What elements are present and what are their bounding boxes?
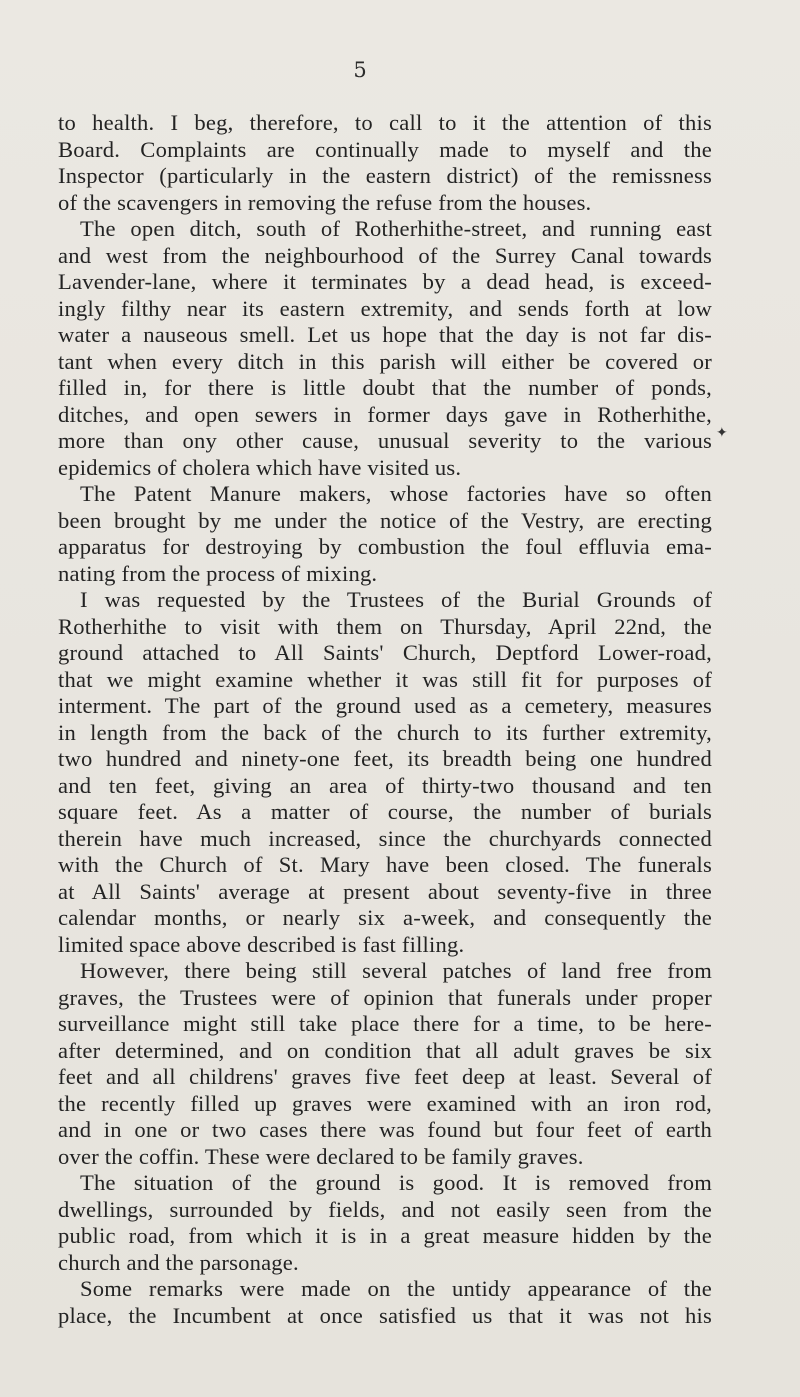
text-line: water a nauseous smell. Let us hope that the day is not far dis- bbox=[58, 322, 712, 347]
text-line: over the coffin. These were declared to be family graves. bbox=[58, 1143, 584, 1169]
text-line: and in one or two cases there was found but four feet of earth bbox=[58, 1117, 712, 1142]
text-line: limited space above described is fast filling. bbox=[58, 931, 465, 957]
text-line: Inspector (particularly in the eastern district) of the remissness bbox=[58, 163, 712, 188]
text-line: Rotherhithe to visit with them on Thursday, April 22nd, the bbox=[58, 613, 712, 639]
text-line: and west from the neighbourhood of the Surrey Canal towards bbox=[58, 242, 712, 268]
text-line: and ten feet, giving an area of thirty-two thousand and ten bbox=[58, 772, 712, 798]
text-line: that we might examine whether it was still fit for purposes of bbox=[58, 666, 712, 692]
text-line: The situation of the ground is good. It is removed from bbox=[80, 1170, 712, 1195]
text-line: feet and all childrens' graves five feet deep at least. Several of bbox=[58, 1064, 712, 1089]
text-line: ingly filthy near its eastern extremity, and sends forth at low bbox=[58, 295, 712, 321]
text-line: in length from the back of the church to its further extremity, bbox=[58, 719, 712, 745]
text-line: The Patent Manure makers, whose factories have so often bbox=[80, 481, 712, 506]
text-line: after determined, and on condition that all adult graves be six bbox=[58, 1037, 712, 1063]
text-line: ground attached to All Saints' Church, Deptford Lower-road, bbox=[58, 640, 712, 665]
text-line: with the Church of St. Mary have been closed. The funerals bbox=[58, 852, 712, 877]
margin-mark: ✦ bbox=[716, 425, 728, 441]
text-line: graves, the Trustees were of opinion that funerals under proper bbox=[58, 984, 712, 1010]
text-line: to health. I beg, therefore, to call to it the attention of this bbox=[58, 110, 712, 135]
text-line: church and the parsonage. bbox=[58, 1249, 299, 1275]
text-line: therein have much increased, since the churchyards connected bbox=[58, 825, 712, 851]
text-line: nating from the process of mixing. bbox=[58, 560, 378, 586]
text-line: ditches, and open sewers in former days gave in Rotherhithe, bbox=[58, 401, 712, 427]
text-line: dwellings, surrounded by fields, and not easily seen from the bbox=[58, 1196, 712, 1222]
text-line: Board. Complaints are continually made to myself and the bbox=[58, 136, 712, 162]
text-line: apparatus for destroying by combustion the foul effluvia ema- bbox=[58, 534, 712, 559]
text-line: The open ditch, south of Rotherhithe-street, and running east bbox=[80, 216, 712, 241]
text-line: interment. The part of the ground used as a cemetery, measures bbox=[58, 693, 712, 718]
text-line: However, there being still several patches of land free from bbox=[80, 958, 712, 983]
text-line: two hundred and ninety-one feet, its breadth being one hundred bbox=[58, 746, 712, 771]
body-text bbox=[58, 110, 712, 1329]
text-line: I was requested by the Trustees of the Burial Grounds of bbox=[80, 587, 712, 612]
text-line: Some remarks were made on the untidy appearance of the bbox=[80, 1276, 712, 1301]
text-line: the recently filled up graves were examined with an iron rod, bbox=[58, 1090, 712, 1116]
text-line: at All Saints' average at present about seventy-five in three bbox=[58, 878, 712, 904]
text-line: filled in, for there is little doubt that the number of ponds, bbox=[58, 375, 712, 400]
text-line: more than ony other cause, unusual severity to the various bbox=[58, 428, 712, 453]
text-line: surveillance might still take place there for a time, to be here- bbox=[58, 1011, 712, 1036]
text-line: Lavender-lane, where it terminates by a dead head, is exceed- bbox=[58, 269, 712, 294]
text-line: calendar months, or nearly six a-week, and consequently the bbox=[58, 905, 712, 930]
text-line: public road, from which it is in a great measure hidden by the bbox=[58, 1223, 712, 1248]
text-line: been brought by me under the notice of the Vestry, are erecting bbox=[58, 507, 712, 533]
text-line: square feet. As a matter of course, the number of burials bbox=[58, 799, 712, 824]
text-line: epidemics of cholera which have visited us. bbox=[58, 454, 462, 480]
text-line: tant when every ditch in this parish will either be covered or bbox=[58, 348, 712, 374]
text-line: of the scavengers in removing the refuse from the houses. bbox=[58, 189, 592, 215]
text-line: place, the Incumbent at once satisfied us that it was not his bbox=[58, 1302, 712, 1328]
page-number: 5 bbox=[353, 58, 367, 82]
